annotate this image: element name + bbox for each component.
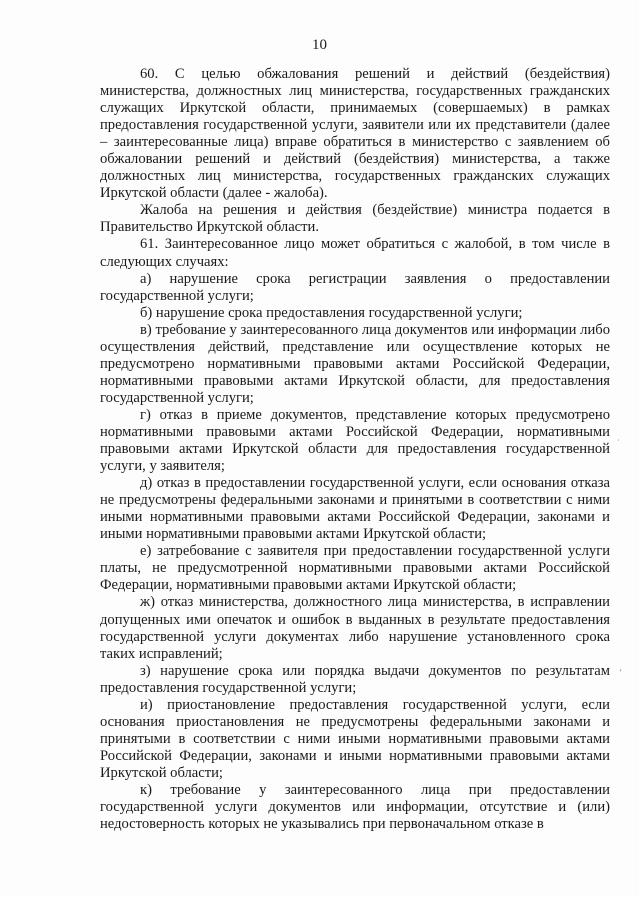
list-item-z: з) нарушение срока или порядка выдачи документов по результатам предоставления государственной услуги;	[100, 662, 610, 696]
list-item-i: и) приостановление предоставления государственной услуги, если основания приостановления не предусмотрены федеральными законами и принятыми в соответствии с ними иными нормативными правовыми актами Российской Федерации, законами и иными нормативными правовыми актами Иркутской области;	[100, 696, 610, 781]
list-item-g: г) отказ в приеме документов, представление которых предусмотрено нормативными правовыми актами Российской Федерации, нормативными правовыми актами Иркутской области для предоставления государственной услуги, у заявителя;	[100, 406, 610, 475]
list-item-b: б) нарушение срока предоставления государственной услуги;	[140, 304, 523, 321]
list-item-a: а) нарушение срока регистрации заявления о предоставлении государственной услуги;	[100, 270, 610, 304]
scan-speck: '	[620, 668, 622, 677]
list-item-d: д) отказ в предоставлении государственной услуги, если основания отказа не предусмотрены федеральными законами и принятыми в соответствии с ними иными нормативными правовыми актами Российской Федерации, законами и иными нормативными правовыми актами Иркутской области;	[100, 475, 610, 543]
scan-speck: ˙	[617, 438, 620, 447]
paragraph-complaint-minister: Жалоба на решения и действия (бездействие) министра подается в Правительство Иркутской области.	[100, 202, 610, 236]
page-number: 10	[312, 37, 327, 53]
paragraph-61: 61. Заинтересованное лицо может обратиться с жалобой, в том числе в следующих случаях:	[100, 236, 610, 270]
list-item-k: к) требование у заинтересованного лица при предоставлении государственной услуги документов или информации, отсутствие и (или) недостоверность которых не указывались при первоначальном отказе в	[100, 781, 610, 833]
list-item-zh: ж) отказ министерства, должностного лица министерства, в исправлении допущенных ими опечаток и ошибок в выданных в результате предоставления государственной услуги документах либо нарушение установленного срока таких исправлений;	[100, 594, 610, 662]
list-item-v: в) требование у заинтересованного лица документов или информации либо осуществления действий, представление или осуществление которых не предусмотрено нормативными правовыми актами Российской Федерации, нормативными правовыми актами Иркутской области, для предоставления государственной услуги;	[100, 321, 610, 406]
document-body	[100, 66, 610, 833]
list-item-e: е) затребование с заявителя при предоставлении государственной услуги платы, не предусмотренной нормативными правовыми актами Российской Федерации, нормативными правовыми актами Иркутской области;	[100, 543, 610, 594]
paragraph-60: 60. С целью обжалования решений и действий (бездействия) министерства, должностных лиц министерства, государственных гражданских служащих Иркутской области, принимаемых (совершаемых) в рамках предоставления государственной услуги, заявители или их представители (далее – заинтересованные лица) вправе обратиться в министерство с заявлением об обжаловании решений и действий (бездействия) министерства, а также должностных лиц министерства, государственных гражданских служащих Иркутской области (далее - жалоба).	[100, 66, 610, 202]
